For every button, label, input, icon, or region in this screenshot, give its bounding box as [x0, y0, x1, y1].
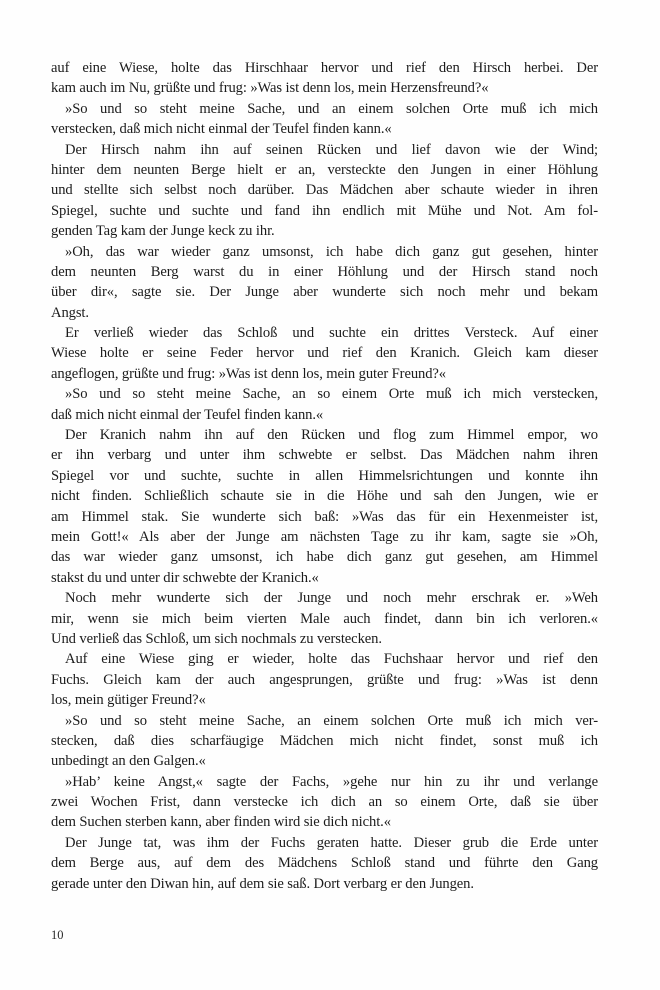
- text-line: angeflogen, grüßte und frug: »Was ist denn los, mein guter Freund?«: [51, 365, 446, 382]
- text-line: kam auch im Nu, grüßte und frug: »Was ist denn los, mein Herzensfreund?«: [51, 80, 489, 97]
- text-line: dem Berge aus, auf dem des Mädchens Schloß stand und führte den Gang: [51, 855, 598, 872]
- text-line: Der Hirsch nahm ihn auf seinen Rücken und lief davon wie der Wind;: [65, 141, 598, 158]
- text-line: Spiegel vor und suchte, suchte in allen Himmelsrichtungen und konnte ihn: [51, 467, 598, 484]
- text-line: auf eine Wiese, holte das Hirschhaar hervor und rief den Hirsch herbei. Der: [51, 60, 598, 76]
- text-line: »So und so steht meine Sache, an so einem Orte muß ich mich verstecken,: [65, 386, 598, 403]
- text-line: er ihn verbarg und unter ihm schwebte er selbst. Das Mädchen nahm ihren: [51, 447, 598, 464]
- text-line: am Himmel stak. Sie wunderte sich baß: »Was das für ein Hexenmeister ist,: [51, 508, 598, 525]
- page-text: [51, 58, 598, 894]
- text-line: Spiegel, suchte und suchte und fand ihn endlich mit Mühe und Not. Am fol-: [51, 202, 598, 219]
- text-line: verstecken, daß mich nicht einmal der Teufel finden kann.«: [51, 121, 392, 138]
- text-line: »So und so steht meine Sache, an einem solchen Orte muß ich mich ver-: [65, 712, 598, 729]
- text-line: »Hab’ keine Angst,« sagte der Fachs, »gehe nur hin zu ihr und verlange: [65, 773, 598, 790]
- text-line: gerade unter den Diwan hin, auf dem sie saß. Dort verbarg er den Jungen.: [51, 875, 474, 892]
- page-number: 10: [51, 928, 64, 942]
- text-line: mir, wenn sie mich beim vierten Male auch findet, dann bin ich verloren.«: [51, 610, 598, 627]
- text-line: Und verließ das Schloß, um sich nochmals zu verstecken.: [51, 630, 382, 647]
- text-line: dem Suchen sterben kann, aber finden wird sie dich nicht.«: [51, 814, 391, 831]
- text-line: Angst.: [51, 304, 89, 321]
- text-line: stecken, daß dies scharfäugige Mädchen mich nicht findet, sonst muß ich: [51, 732, 598, 749]
- text-line: stakst du und unter dir schwebte der Kranich.«: [51, 569, 319, 586]
- text-line: dem neunten Berg warst du in einer Höhlung und der Hirsch stand noch: [51, 263, 598, 280]
- text-line: hinter dem neunten Berge hielt er an, versteckte den Jungen in einer Höhlung: [51, 161, 598, 178]
- text-line: genden Tag kam der Junge keck zu ihr.: [51, 223, 275, 240]
- text-line: Noch mehr wunderte sich der Junge und noch mehr erschrak er. »Weh: [65, 590, 598, 607]
- text-line: und stellte sich selbst noch darüber. Das Mädchen aber schaute wieder in ihren: [51, 182, 598, 199]
- text-line: Der Kranich nahm ihn auf den Rücken und flog zum Himmel empor, wo: [65, 427, 598, 444]
- text-line: unbedingt an den Galgen.«: [51, 753, 206, 770]
- text-line: mein Gott!« Als aber der Junge am nächsten Tage zu ihr kam, sagte sie »Oh,: [51, 528, 598, 545]
- text-line: zwei Wochen Frist, dann verstecke ich dich an so einem Orte, daß sie über: [51, 794, 598, 811]
- text-line: nicht finden. Schließlich schaute sie in die Höhe und sah den Jungen, wie er: [51, 488, 598, 505]
- text-line: Fuchs. Gleich kam der auch angesprungen, grüßte und frug: »Was ist denn: [51, 671, 598, 688]
- text-line: »Oh, das war wieder ganz umsonst, ich habe dich ganz gut gesehen, hinter: [65, 243, 598, 260]
- text-line: über dir«, sagte sie. Der Junge aber wunderte sich noch mehr und bekam: [51, 284, 598, 301]
- text-line: Er verließ wieder das Schloß und suchte ein drittes Versteck. Auf einer: [65, 325, 598, 342]
- text-line: daß mich nicht einmal der Teufel finden kann.«: [51, 406, 324, 423]
- text-line: Auf eine Wiese ging er wieder, holte das Fuchshaar hervor und rief den: [65, 651, 598, 668]
- text-line: los, mein gütiger Freund?«: [51, 692, 206, 709]
- text-line: das war wieder ganz umsonst, ich habe dich ganz gut gesehen, am Himmel: [51, 549, 598, 566]
- text-line: Der Junge tat, was ihm der Fuchs geraten hatte. Dieser grub die Erde unter: [65, 834, 598, 851]
- text-line: »So und so steht meine Sache, und an einem solchen Orte muß ich mich: [65, 100, 598, 117]
- text-line: Wiese holte er seine Feder hervor und rief den Kranich. Gleich kam dieser: [51, 345, 598, 362]
